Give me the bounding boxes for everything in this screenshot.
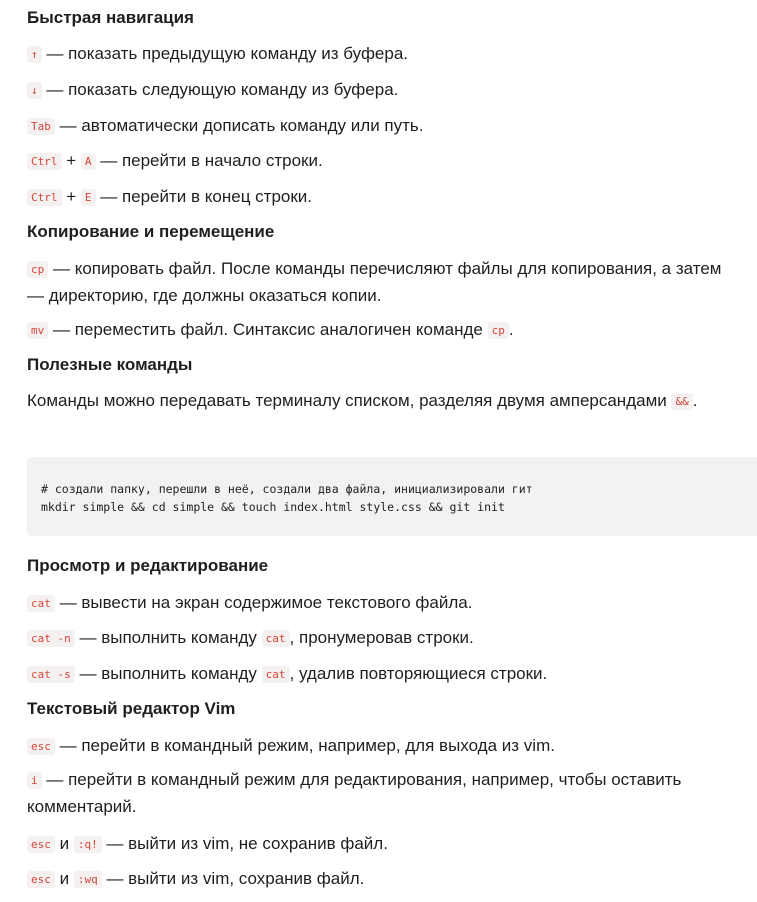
command-code: cat xyxy=(262,666,290,683)
item-text: — перейти в командный режим для редактирования, например, чтобы оставить комментарий. xyxy=(27,770,682,816)
section-heading-view: Просмотр и редактирование xyxy=(27,556,269,575)
command-code: && xyxy=(671,393,692,410)
key-code: Ctrl xyxy=(27,189,62,206)
command-code: mv xyxy=(27,322,48,339)
copy-item-cp xyxy=(27,256,742,309)
key-code: A xyxy=(81,153,96,170)
view-item-cat xyxy=(27,590,742,617)
useful-intro xyxy=(27,388,742,415)
command-code: cp xyxy=(488,322,509,339)
view-item-cat-n xyxy=(27,625,742,652)
item-tail: . xyxy=(508,320,514,339)
command-code: :q! xyxy=(74,836,102,853)
code-line: mkdir simple && cd simple && touch index.html style.css && git init xyxy=(41,500,505,514)
intro-text: Команды можно передавать терминалу списком, разделяя двумя амперсандами xyxy=(27,391,672,410)
item-tail: , удалив повторяющиеся строки. xyxy=(289,664,548,683)
key-code: Tab xyxy=(27,118,55,135)
vim-item-esc xyxy=(27,733,742,760)
plus-text: + xyxy=(61,151,81,170)
vim-item-save-quit xyxy=(27,866,742,893)
key-code: ↓ xyxy=(27,82,42,99)
item-text: — автоматически дописать команду или путь. xyxy=(54,116,424,135)
nav-item-ctrl-e xyxy=(27,184,742,211)
section-heading-useful: Полезные команды xyxy=(27,355,193,374)
item-text: — перейти в командный режим, например, для выхода из vim. xyxy=(54,736,555,755)
key-code: E xyxy=(81,189,96,206)
command-code: i xyxy=(27,772,42,789)
command-code: cat -s xyxy=(27,666,75,683)
item-text: — выйти из vim, не сохранив файл. xyxy=(101,834,388,853)
item-text: — выполнить команду xyxy=(74,664,262,683)
item-text: — копировать файл. После команды перечисляют файлы для копирования, а затем — директорию, где должны оказаться копии. xyxy=(27,259,722,305)
intro-tail: . xyxy=(692,391,698,410)
item-text: — перейти в конец строки. xyxy=(95,187,313,206)
code-comment: # создали папку, перешли в неё, создали два файла, инициализировали гит xyxy=(41,482,533,496)
vim-item-i xyxy=(27,767,742,820)
vim-item-quit xyxy=(27,831,742,858)
copy-item-mv xyxy=(27,317,742,344)
item-text: — показать следующую команду из буфера. xyxy=(41,80,399,99)
key-code: Ctrl xyxy=(27,153,62,170)
section-heading-navigation: Быстрая навигация xyxy=(27,8,194,27)
nav-item-tab xyxy=(27,113,742,140)
section-heading-copy: Копирование и перемещение xyxy=(27,222,275,241)
view-item-cat-s xyxy=(27,661,742,688)
nav-item-ctrl-a xyxy=(27,148,742,175)
command-code: esc xyxy=(27,836,55,853)
code-block xyxy=(27,457,757,536)
section-heading-vim: Текстовый редактор Vim xyxy=(27,699,236,718)
item-tail: , пронумеровав строки. xyxy=(289,628,474,647)
command-code: cat xyxy=(27,595,55,612)
item-text: — перейти в начало строки. xyxy=(95,151,323,170)
command-code: cat xyxy=(262,630,290,647)
command-code: esc xyxy=(27,738,55,755)
item-text: — переместить файл. Синтаксис аналогичен команде xyxy=(48,320,488,339)
command-code: cat -n xyxy=(27,630,75,647)
command-code: esc xyxy=(27,871,55,888)
key-code: ↑ xyxy=(27,46,42,63)
connector-text: и xyxy=(54,869,74,888)
plus-text: + xyxy=(61,187,81,206)
item-text: — выполнить команду xyxy=(74,628,262,647)
nav-item-up xyxy=(27,41,742,68)
command-code: :wq xyxy=(74,871,102,888)
item-text: — выйти из vim, сохранив файл. xyxy=(101,869,365,888)
connector-text: и xyxy=(54,834,74,853)
command-code: cp xyxy=(27,261,48,278)
item-text: — вывести на экран содержимое текстового файла. xyxy=(54,593,473,612)
nav-item-down xyxy=(27,77,742,104)
item-text: — показать предыдущую команду из буфера. xyxy=(41,44,409,63)
